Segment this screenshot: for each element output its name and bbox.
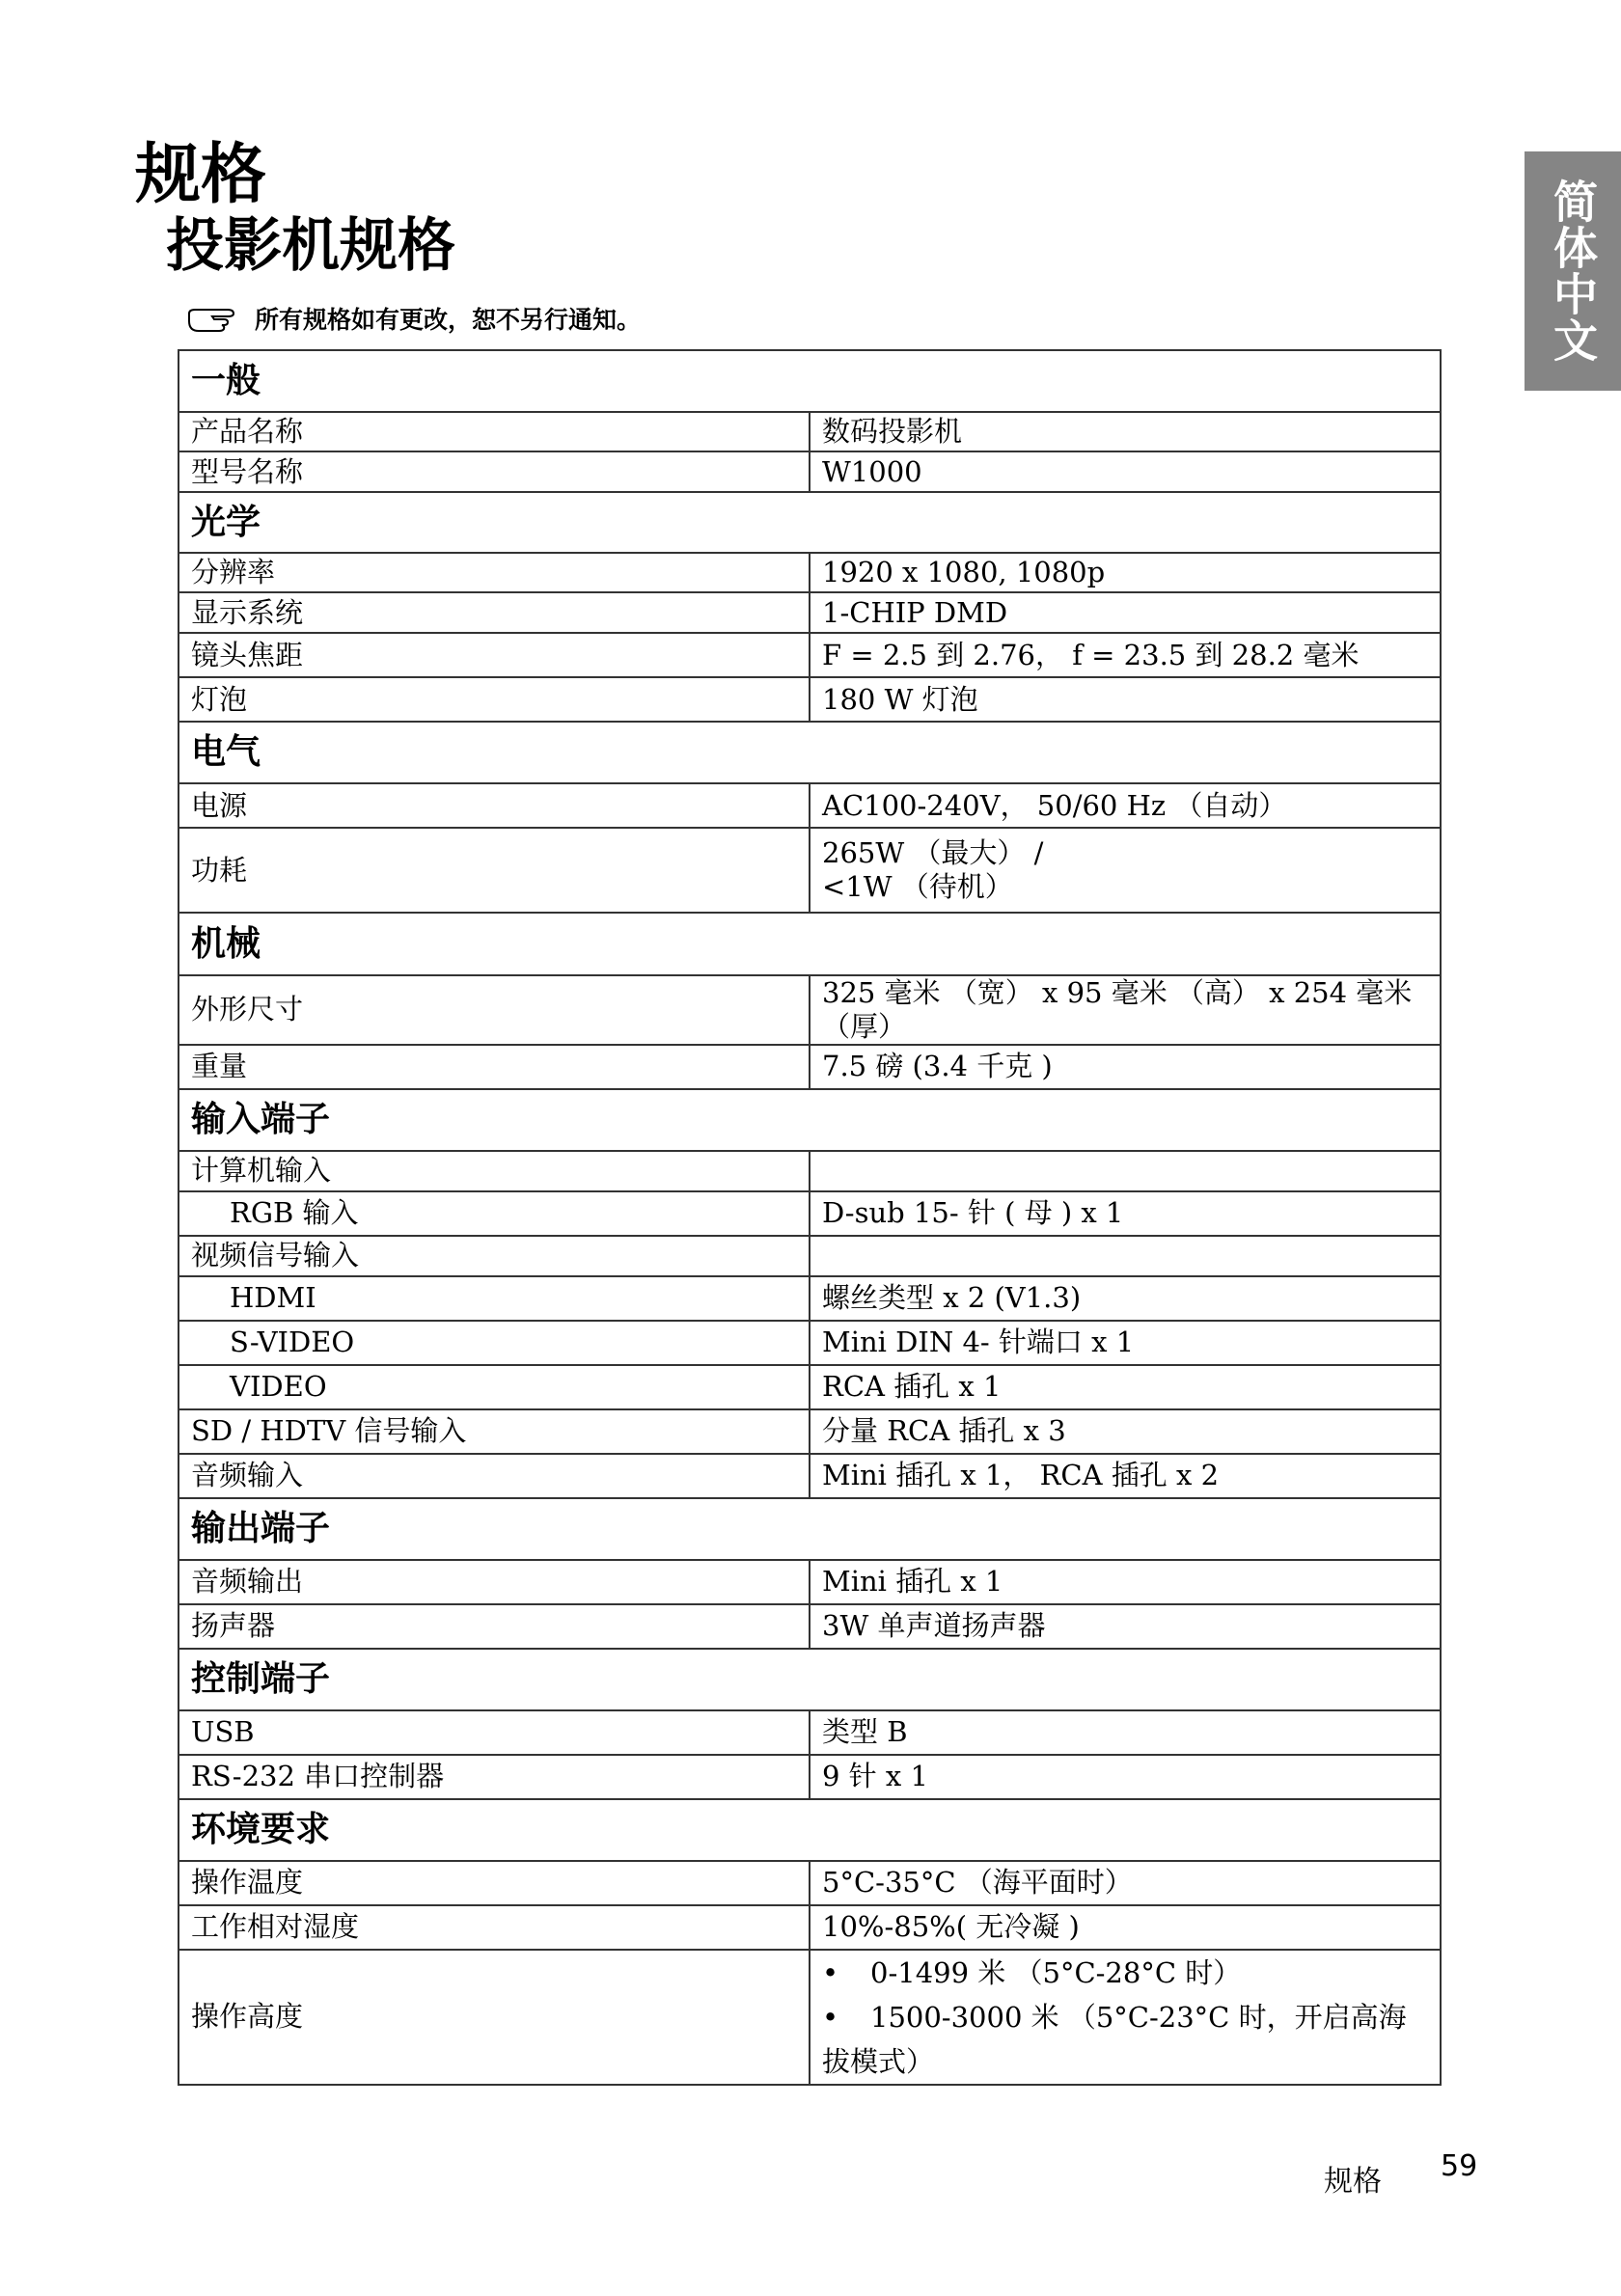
section-electrical	[179, 722, 1441, 783]
section-optical	[179, 492, 1441, 553]
table-row	[179, 633, 1441, 677]
table-row	[179, 1905, 1441, 1950]
table-row	[179, 1151, 1441, 1191]
table-row	[179, 1710, 1441, 1755]
spec-value: 5°C-35°C （海平面时）	[810, 1861, 1441, 1905]
table-row	[179, 783, 1441, 828]
spec-value: Mini 插孔 x 1， RCA 插孔 x 2	[810, 1454, 1441, 1498]
section-control	[179, 1649, 1441, 1710]
table-row	[179, 451, 1441, 492]
note-text: 所有规格如有更改，恕不另行通知。	[255, 306, 642, 334]
page-title: 规格	[135, 137, 267, 213]
table-row	[179, 1191, 1441, 1236]
footer-section-label: 规格	[1324, 2165, 1382, 2199]
spec-value: 325 毫米 （宽） x 95 毫米 （高） x 254 毫米 （厚）	[810, 975, 1441, 1045]
list-item	[822, 1995, 1428, 2084]
list-item-text: 1500-3000 米 （5°C-23°C 时，开启高海拔模式）	[822, 2000, 1407, 2078]
spec-label: RGB 输入	[179, 1191, 810, 1236]
spec-value: 9 针 x 1	[810, 1755, 1441, 1799]
spec-value: Mini 插孔 x 1	[810, 1560, 1441, 1604]
table-row	[179, 1755, 1441, 1799]
language-tab	[1525, 151, 1621, 391]
spec-label: 显示系统	[179, 592, 810, 633]
spec-value: Mini DIN 4- 针端口 x 1	[810, 1321, 1441, 1365]
table-row	[179, 412, 1441, 451]
table-row	[179, 592, 1441, 633]
spec-value: 7.5 磅 (3.4 千克 )	[810, 1045, 1441, 1089]
spec-value: 180 W 灯泡	[810, 677, 1441, 722]
table-row	[179, 1950, 1441, 2085]
spec-value	[810, 1151, 1441, 1191]
table-row	[179, 1365, 1441, 1409]
section-title: 光学	[179, 492, 1441, 553]
spec-value: 分量 RCA 插孔 x 3	[810, 1409, 1441, 1454]
spec-value: 类型 B	[810, 1710, 1441, 1755]
spec-label: 分辨率	[179, 553, 810, 592]
spec-value: AC100-240V， 50/60 Hz （自动）	[810, 783, 1441, 828]
table-row	[179, 1409, 1441, 1454]
spec-label: 计算机输入	[179, 1151, 810, 1191]
spec-value: F = 2.5 到 2.76， f = 23.5 到 28.2 毫米	[810, 633, 1441, 677]
spec-label: 操作高度	[179, 1950, 810, 2085]
section-output	[179, 1498, 1441, 1560]
spec-label: 外形尺寸	[179, 975, 810, 1045]
spec-value: 1-CHIP DMD	[810, 592, 1441, 633]
table-row	[179, 1604, 1441, 1649]
spec-label: USB	[179, 1710, 810, 1755]
spec-value: W1000	[810, 451, 1441, 492]
section-title: 电气	[179, 722, 1441, 783]
spec-label: RS-232 串口控制器	[179, 1755, 810, 1799]
note	[185, 301, 641, 336]
spec-label: 工作相对湿度	[179, 1905, 810, 1950]
pointing-hand-icon	[185, 302, 247, 335]
table-row	[179, 1560, 1441, 1604]
spec-label: 功耗	[179, 828, 810, 913]
table-row	[179, 553, 1441, 592]
spec-label: 音频输出	[179, 1560, 810, 1604]
list-item	[822, 1951, 1428, 1995]
section-title: 控制端子	[179, 1649, 1441, 1710]
section-mechanical	[179, 913, 1441, 975]
spec-label: 镜头焦距	[179, 633, 810, 677]
page-subtitle: 投影机规格	[166, 212, 455, 280]
page-number: 59	[1441, 2149, 1478, 2183]
table-row	[179, 1861, 1441, 1905]
table-row	[179, 1454, 1441, 1498]
spec-value: 10%-85%( 无冷凝 )	[810, 1905, 1441, 1950]
spec-value-line: <1W （待机）	[822, 870, 1013, 903]
spec-value-line: 265W （最大） /	[822, 836, 1044, 870]
section-input	[179, 1089, 1441, 1151]
spec-table	[178, 349, 1442, 2086]
section-title: 环境要求	[179, 1799, 1441, 1861]
spec-value: 螺丝类型 x 2 (V1.3)	[810, 1276, 1441, 1321]
spec-label: 音频输入	[179, 1454, 810, 1498]
spec-label: 重量	[179, 1045, 810, 1089]
spec-label: 产品名称	[179, 412, 810, 451]
spec-label: 灯泡	[179, 677, 810, 722]
spec-label: 操作温度	[179, 1861, 810, 1905]
spec-value: 3W 单声道扬声器	[810, 1604, 1441, 1649]
spec-value	[810, 1236, 1441, 1276]
list-item-text: 0-1499 米 （5°C-28°C 时）	[870, 1955, 1242, 1989]
section-title: 一般	[179, 350, 1441, 412]
spec-label: HDMI	[179, 1276, 810, 1321]
spec-value	[810, 1950, 1441, 2085]
language-tab-label: 简体中文	[1547, 178, 1599, 364]
table-row	[179, 1045, 1441, 1089]
spec-value: 1920 x 1080, 1080p	[810, 553, 1441, 592]
section-title: 输入端子	[179, 1089, 1441, 1151]
table-row	[179, 677, 1441, 722]
section-title: 机械	[179, 913, 1441, 975]
spec-value: D-sub 15- 针 ( 母 ) x 1	[810, 1191, 1441, 1236]
section-title: 输出端子	[179, 1498, 1441, 1560]
spec-value	[810, 828, 1441, 913]
table-row	[179, 1236, 1441, 1276]
table-row	[179, 975, 1441, 1045]
spec-label: SD / HDTV 信号输入	[179, 1409, 810, 1454]
table-row	[179, 828, 1441, 913]
spec-label: S-VIDEO	[179, 1321, 810, 1365]
spec-label: 扬声器	[179, 1604, 810, 1649]
spec-label: VIDEO	[179, 1365, 810, 1409]
bullet-icon: •	[822, 1955, 839, 1989]
section-general	[179, 350, 1441, 412]
spec-label: 电源	[179, 783, 810, 828]
spec-value: RCA 插孔 x 1	[810, 1365, 1441, 1409]
table-row	[179, 1321, 1441, 1365]
spec-label: 视频信号输入	[179, 1236, 810, 1276]
spec-label: 型号名称	[179, 451, 810, 492]
bullet-icon: •	[822, 2000, 839, 2034]
table-row	[179, 1276, 1441, 1321]
section-environment	[179, 1799, 1441, 1861]
spec-value: 数码投影机	[810, 412, 1441, 451]
